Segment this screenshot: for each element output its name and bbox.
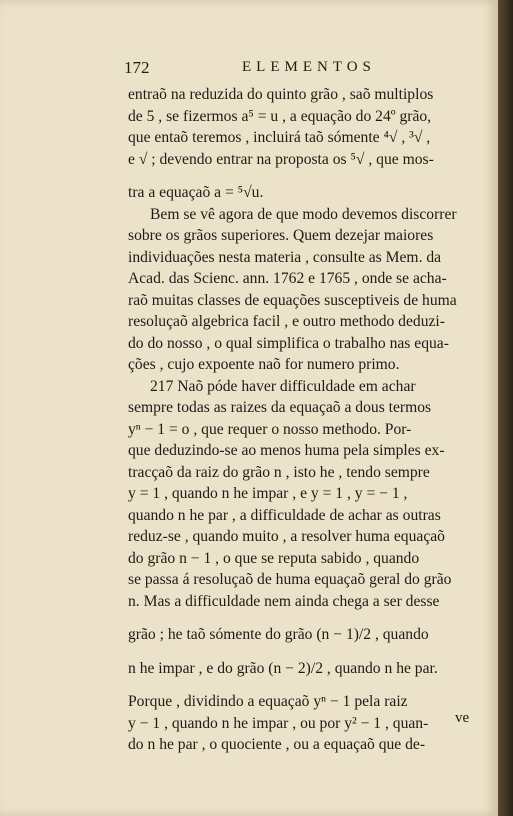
text-line: y − 1 , quando n he impar , ou por y² − 1 , quan- (128, 714, 429, 732)
text-line: ções , cujo expoente naõ for numero primo. (128, 356, 400, 373)
text-line: sobre os grãos superiores. Quem dezejar maiores (128, 227, 434, 244)
text-line: sempre todas as raizes da equaçaõ a dous termos (128, 399, 432, 416)
text-line: do grão n − 1 , o que se reputa sabido , quando (128, 549, 420, 567)
text-line: raõ muitas classes de equações susceptiveis de huma (128, 291, 457, 309)
text-line: Porque , dividindo a equaçaõ yⁿ − 1 pela raiz (128, 693, 408, 710)
text-line: grão ; he taõ sómente do grão (n − 1)/2 , quando (128, 626, 429, 643)
text-line: reduz-se , quando muito , a resolver huma equaçaõ (128, 528, 445, 545)
page-number: 172 (124, 58, 150, 77)
text-line: e √ ; devendo entrar na proposta os ⁵√ , que mos- (128, 150, 434, 168)
text-line: do do nosso , o qual simplifica o trabalho nas equa- (128, 334, 449, 352)
text-line: y = 1 , quando n he impar , e y = 1 , y = − 1 , (128, 485, 408, 502)
text-line: tra a equaçaõ a = ⁵√u. (128, 184, 264, 201)
text-line: Bem se vê agora de que modo devemos discorrer (150, 205, 457, 223)
text-line: de 5 , se fizermos a⁵ = u , a equação do 24º grão, (128, 107, 432, 125)
text-line: yⁿ − 1 = o , que requer o nosso methodo. Por- (128, 420, 412, 438)
text-line: quando n he par , a difficuldade de achar as outras (128, 506, 441, 524)
text-line: que deduzindo-se ao menos huma pela simples ex- (128, 442, 445, 459)
text-line: individuações nesta materia , consulte as Mem. da (128, 248, 442, 266)
text-line: 217 Naõ póde haver difficuldade em achar (150, 377, 416, 395)
text-line: tracçaõ da raiz do grão n , isto he , tendo sempre (128, 463, 430, 481)
page-edge-shadow (498, 0, 513, 816)
text-line: Acad. das Scienc. ann. 1762 e 1765 , onde se acha- (128, 270, 447, 287)
page-body (128, 84, 488, 756)
text-line: resoluçaõ algebrica facil , e outro methodo deduzi- (128, 313, 445, 330)
page-header (124, 58, 404, 82)
text-line: se passa á resoluçaõ de huma equaçaõ geral do grão (128, 571, 452, 588)
text-line: n. Mas a difficuldade nem ainda chega a ser desse (128, 592, 440, 610)
running-title: ELEMENTOS (242, 59, 376, 75)
text-line: que entaõ teremos , incluirá taõ sómente ⁴√ , ³√ , (128, 129, 431, 146)
text-line: n he impar , e do grão (n − 2)/2 , quando n he par. (128, 659, 438, 677)
text-line: do n he par , o quociente , ou a equaçaõ que de- (128, 736, 426, 753)
text-line: entraõ na reduzida do quinto grão , saõ multiplos (128, 86, 434, 103)
catchword: ve (455, 710, 470, 726)
